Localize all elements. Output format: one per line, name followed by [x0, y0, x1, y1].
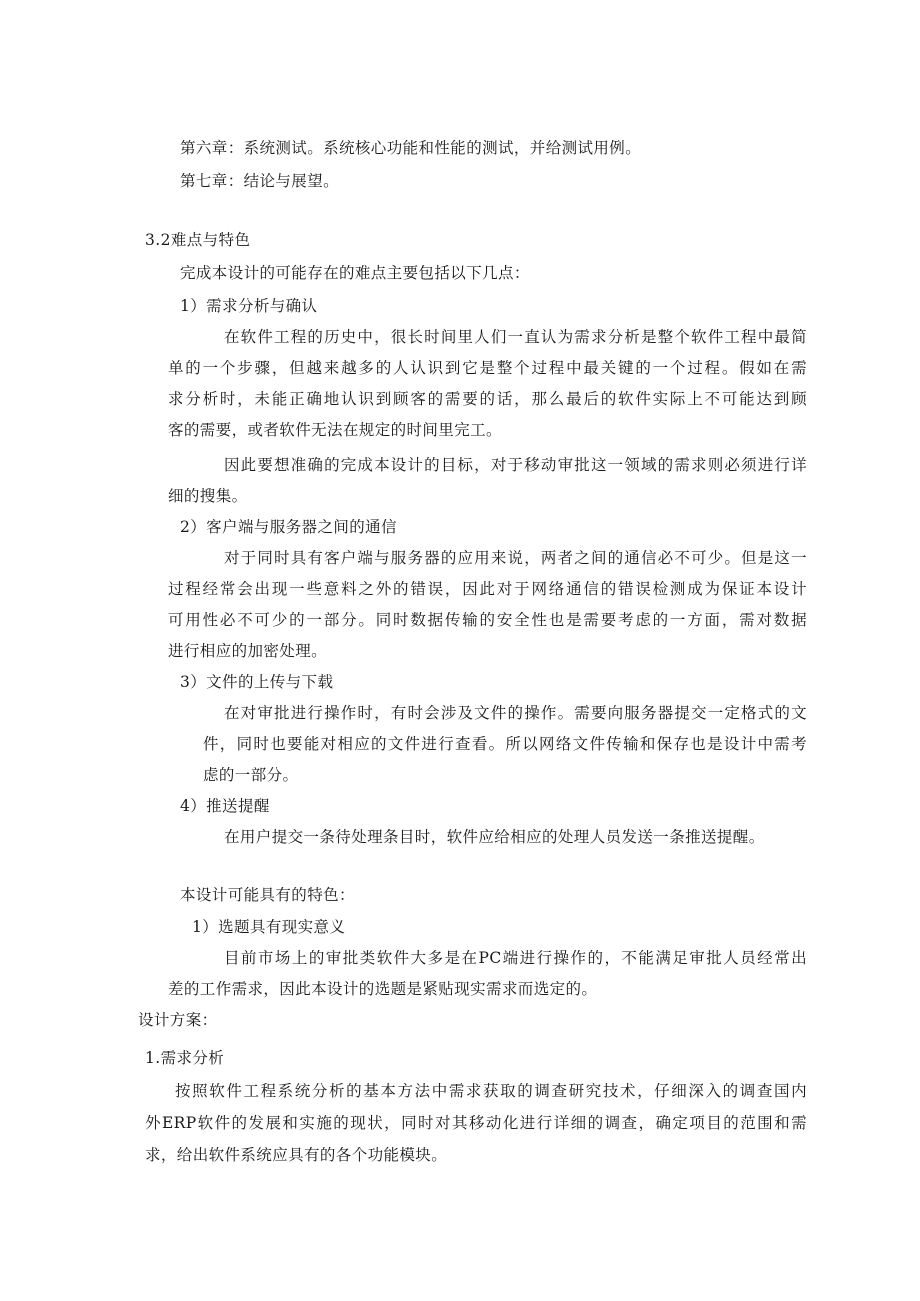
chapter7-line: 第七章：结论与展望。 [180, 172, 340, 190]
section-intro: 完成本设计的可能存在的难点主要包括以下几点： [180, 264, 530, 282]
paragraph-line: 目前市场上的审批类软件大多是在PC端进行操作的，不能满足审批人员经常出 [224, 949, 807, 967]
paragraph-line: 客的需要，或者软件无法在规定的时间里完工。 [168, 421, 502, 439]
section-heading: 3.2难点与特色 [145, 231, 251, 249]
chapter6-line: 第六章：系统测试。系统核心功能和性能的测试，并给测试用例。 [180, 139, 642, 157]
paragraph-line: 可用性必不可少的一部分。同时数据传输的安全性也是需要考虑的一方面，需对数据 [168, 611, 807, 629]
paragraph-line: 对于同时具有客户端与服务器的应用来说，两者之间的通信必不可少。但是这一 [224, 549, 807, 567]
paragraph-line: 在软件工程的历史中，很长时间里人们一直认为需求分析是整个软件工程中最简 [224, 328, 807, 346]
paragraph-line: 按照软件工程系统分析的基本方法中需求获取的调查研究技术，仔细深入的调查国内 [175, 1082, 807, 1100]
paragraph-line: 虑的一部分。 [203, 766, 299, 784]
paragraph-line: 进行相应的加密处理。 [168, 642, 328, 660]
paragraph-line: 单的一个步骤，但越来越多的人认识到它是整个过程中最关键的一个过程。假如在需 [168, 359, 807, 377]
item-title: 4）推送提醒 [180, 797, 270, 815]
paragraph-line: 在用户提交一条待处理条目时，软件应给相应的处理人员发送一条推送提醒。 [224, 828, 765, 846]
paragraph-line: 在对审批进行操作时，有时会涉及文件的操作。需要向服务器提交一定格式的文 [224, 704, 807, 722]
paragraph-line: 件，同时也要能对相应的文件进行查看。所以网络文件传输和保存也是设计中需考 [203, 735, 807, 753]
features-intro: 本设计可能具有的特色： [180, 886, 355, 904]
paragraph-line: 因此要想准确的完成本设计的目标，对于移动审批这一领域的需求则必须进行详 [224, 456, 807, 474]
item-title: 1）需求分析与确认 [180, 297, 318, 315]
item-title: 2）客户端与服务器之间的通信 [180, 518, 397, 536]
paragraph-line: 求分析时，未能正确地认识到顾客的需要的话，那么最后的软件实际上不可能达到顾 [168, 390, 807, 408]
paragraph-line: 求，给出软件系统应具有的各个功能模块。 [145, 1146, 448, 1164]
design-plan-label: 设计方案： [138, 1011, 218, 1029]
paragraph-line: 细的搜集。 [168, 487, 248, 505]
feature-title: 1）选题具有现实意义 [192, 918, 346, 936]
paragraph-line: 差的工作需求，因此本设计的选题是紧贴现实需求而选定的。 [168, 980, 598, 998]
item-title: 3）文件的上传与下载 [180, 673, 334, 691]
paragraph-line: 过程经常会出现一些意料之外的错误，因此对于网络通信的错误检测成为保证本设计 [168, 580, 807, 598]
design-item-title: 1.需求分析 [145, 1049, 225, 1067]
paragraph-line: 外ERP软件的发展和实施的现状，同时对其移动化进行详细的调查，确定项目的范围和需 [145, 1114, 807, 1132]
